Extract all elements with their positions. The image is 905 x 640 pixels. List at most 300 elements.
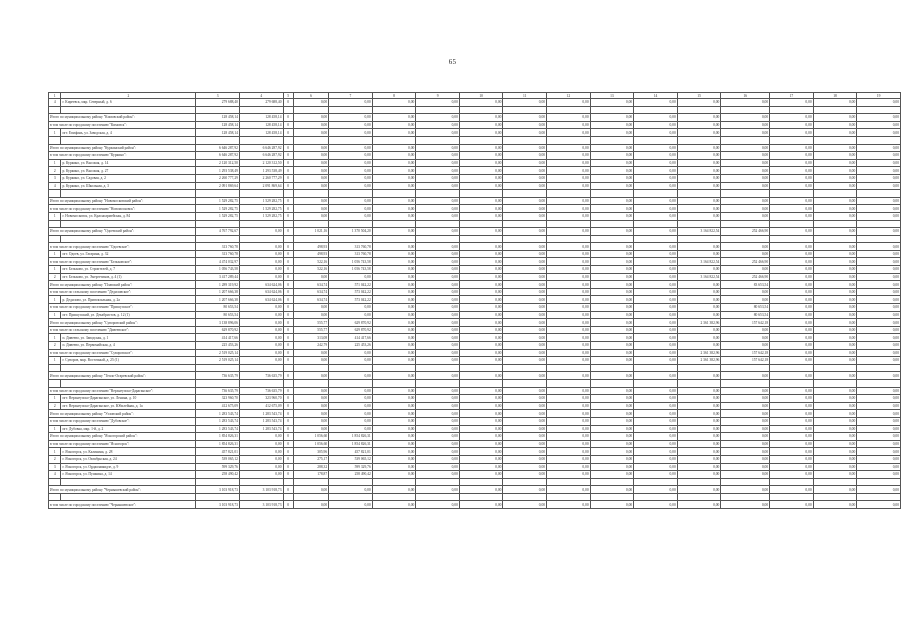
address-cell: пгт. Дубовка, мкр. 1-й, д. 2 bbox=[61, 425, 196, 433]
value-cell: 0,00 bbox=[547, 243, 591, 251]
value-cell: 0,00 bbox=[372, 372, 416, 380]
value-cell: 3 103 918,73 bbox=[196, 501, 240, 509]
value-cell: 0,00 bbox=[857, 433, 901, 441]
value-cell: 0,00 bbox=[721, 243, 770, 251]
value-cell: 0,00 bbox=[721, 486, 770, 494]
empty-cell bbox=[49, 190, 61, 198]
value-cell: 0,00 bbox=[547, 304, 591, 312]
value-cell: 0,00 bbox=[239, 471, 283, 479]
value-cell: 0,00 bbox=[813, 455, 857, 463]
value-cell: 0,00 bbox=[547, 425, 591, 433]
value-cell: 0,00 bbox=[547, 463, 591, 471]
value-cell: 0,00 bbox=[857, 463, 901, 471]
value-cell: 0 bbox=[283, 212, 293, 220]
value-cell: 522,16 bbox=[293, 258, 328, 266]
value-cell: 0,00 bbox=[503, 288, 547, 296]
value-cell: 0,00 bbox=[590, 288, 634, 296]
value-cell: 0,00 bbox=[590, 342, 634, 350]
value-cell: 0,00 bbox=[329, 417, 373, 425]
column-header: 3 bbox=[196, 93, 240, 99]
value-cell: 0,00 bbox=[813, 342, 857, 350]
house-row bbox=[49, 455, 901, 463]
address-cell: пгт. Одоев, ул. Гагарина, д. 32 bbox=[61, 250, 196, 258]
empty-cell bbox=[503, 478, 547, 486]
value-cell: 0,00 bbox=[721, 455, 770, 463]
value-cell: 0,00 bbox=[677, 440, 721, 448]
empty-cell bbox=[459, 478, 503, 486]
house-row bbox=[49, 129, 901, 137]
value-cell: 522,16 bbox=[293, 266, 328, 274]
empty-cell bbox=[770, 106, 814, 114]
value-cell: 0,00 bbox=[857, 281, 901, 289]
value-cell: 0,00 bbox=[634, 243, 678, 251]
value-cell: 0,00 bbox=[857, 357, 901, 365]
empty-cell bbox=[459, 379, 503, 387]
value-cell: 0,00 bbox=[770, 99, 814, 107]
value-cell: 0,00 bbox=[239, 243, 283, 251]
value-cell: 0,00 bbox=[547, 486, 591, 494]
value-cell: 1 056,60 bbox=[293, 433, 328, 441]
value-cell: 0,00 bbox=[547, 448, 591, 456]
empty-cell bbox=[293, 379, 328, 387]
value-cell: 0,00 bbox=[721, 167, 770, 175]
value-cell: 279 688,40 bbox=[239, 99, 283, 107]
subtotal-label: Итого по муниципальному району "Куркинский район": bbox=[49, 144, 196, 152]
row-number: 2 bbox=[49, 342, 61, 350]
value-cell: 0,00 bbox=[634, 266, 678, 274]
value-cell: 457 821,01 bbox=[329, 448, 373, 456]
value-cell: 0,00 bbox=[677, 182, 721, 190]
value-cell: 0,00 bbox=[329, 410, 373, 418]
value-cell: 0,00 bbox=[459, 228, 503, 236]
value-cell: 0,00 bbox=[590, 448, 634, 456]
value-cell: 0,00 bbox=[372, 266, 416, 274]
value-cell: 2 361 382,96 bbox=[677, 357, 721, 365]
subtotal-label: в том числе по городскому поселению "Ясногорск": bbox=[49, 440, 196, 448]
empty-cell bbox=[49, 220, 61, 228]
value-cell: 0,00 bbox=[857, 342, 901, 350]
value-cell: 0,00 bbox=[857, 266, 901, 274]
value-cell: 0,00 bbox=[293, 273, 328, 281]
subtotal-row bbox=[49, 228, 901, 236]
value-cell: 0,00 bbox=[503, 114, 547, 122]
value-cell: 0,00 bbox=[590, 266, 634, 274]
value-cell: 2 260 777,29 bbox=[239, 174, 283, 182]
value-cell: 0,00 bbox=[813, 159, 857, 167]
value-cell: 3 417 289,44 bbox=[196, 273, 240, 281]
value-cell: 2 091 869,64 bbox=[196, 182, 240, 190]
value-cell: 0,00 bbox=[239, 228, 283, 236]
value-cell: 0,00 bbox=[590, 296, 634, 304]
value-cell: 1 207 666,38 bbox=[196, 296, 240, 304]
value-cell: 0 bbox=[283, 273, 293, 281]
empty-cell bbox=[677, 478, 721, 486]
value-cell: 252 466,90 bbox=[721, 258, 770, 266]
value-cell: 0,00 bbox=[634, 417, 678, 425]
value-cell: 0,00 bbox=[372, 144, 416, 152]
value-cell: 0,00 bbox=[590, 357, 634, 365]
value-cell: 0,00 bbox=[677, 471, 721, 479]
empty-cell bbox=[721, 190, 770, 198]
value-cell: 0,00 bbox=[813, 417, 857, 425]
value-cell: 0 bbox=[283, 501, 293, 509]
empty-cell bbox=[293, 220, 328, 228]
value-cell: 0,00 bbox=[813, 471, 857, 479]
value-cell: 323 960,70 bbox=[196, 395, 240, 403]
value-cell: 0,00 bbox=[813, 152, 857, 160]
value-cell: 0,00 bbox=[503, 319, 547, 327]
value-cell: 0,00 bbox=[329, 304, 373, 312]
value-cell: 0,00 bbox=[721, 144, 770, 152]
subtotal-row bbox=[49, 387, 901, 395]
value-cell: 0,00 bbox=[677, 152, 721, 160]
subtotal-label: Итого по муниципальному району "Плавский район": bbox=[49, 281, 196, 289]
value-cell: 0,00 bbox=[329, 273, 373, 281]
value-cell: 1 854 826,31 bbox=[196, 440, 240, 448]
subtotal-row bbox=[49, 121, 901, 129]
value-cell: 634,74 bbox=[293, 296, 328, 304]
value-cell: 0,00 bbox=[416, 319, 460, 327]
value-cell: 0,00 bbox=[770, 311, 814, 319]
value-cell: 128 458,14 bbox=[196, 114, 240, 122]
value-cell: 0,00 bbox=[293, 197, 328, 205]
value-cell: 0,00 bbox=[677, 243, 721, 251]
value-cell: 0,00 bbox=[590, 167, 634, 175]
empty-cell bbox=[196, 190, 240, 198]
table-body bbox=[49, 93, 901, 509]
value-cell: 0,00 bbox=[416, 152, 460, 160]
empty-cell bbox=[770, 190, 814, 198]
value-cell: 0,00 bbox=[329, 144, 373, 152]
empty-cell bbox=[329, 364, 373, 372]
value-cell: 0,00 bbox=[503, 273, 547, 281]
value-cell: 1 056,60 bbox=[293, 440, 328, 448]
empty-cell bbox=[196, 220, 240, 228]
value-cell: 0,00 bbox=[634, 114, 678, 122]
empty-cell bbox=[239, 235, 283, 243]
value-cell: 0,00 bbox=[547, 174, 591, 182]
value-cell: 0,00 bbox=[503, 197, 547, 205]
value-cell: 0,00 bbox=[416, 357, 460, 365]
value-cell: 0,00 bbox=[503, 258, 547, 266]
subtotal-label: Итого по муниципальному району "Чернышевский район": bbox=[49, 486, 196, 494]
empty-cell bbox=[813, 106, 857, 114]
value-cell: 0,00 bbox=[677, 448, 721, 456]
page-number: 65 bbox=[448, 58, 457, 66]
value-cell: 0,00 bbox=[634, 319, 678, 327]
value-cell: 0,00 bbox=[547, 114, 591, 122]
value-cell: 0,00 bbox=[813, 326, 857, 334]
value-cell: 0,00 bbox=[813, 121, 857, 129]
value-cell: 0,00 bbox=[416, 129, 460, 137]
subtotal-label: Итого по муниципальному району "Суворовский район": bbox=[49, 319, 196, 327]
column-header: 17 bbox=[770, 93, 814, 99]
value-cell: 0,00 bbox=[372, 281, 416, 289]
value-cell: 0,00 bbox=[634, 281, 678, 289]
empty-cell bbox=[634, 106, 678, 114]
value-cell: 0,00 bbox=[416, 387, 460, 395]
value-cell: 6 646 287,92 bbox=[239, 152, 283, 160]
empty-cell bbox=[634, 478, 678, 486]
value-cell: 0,00 bbox=[634, 455, 678, 463]
value-cell: 0,00 bbox=[329, 121, 373, 129]
value-cell: 0,00 bbox=[239, 463, 283, 471]
empty-cell bbox=[416, 235, 460, 243]
address-cell: г. Киреевск, мкр. Северный, д. 6 bbox=[61, 99, 196, 107]
subtotal-row bbox=[49, 433, 901, 441]
value-cell: 0,00 bbox=[416, 167, 460, 175]
value-cell: 0,00 bbox=[547, 121, 591, 129]
value-cell: 0,00 bbox=[459, 387, 503, 395]
value-cell: 0,00 bbox=[547, 334, 591, 342]
empty-cell bbox=[590, 379, 634, 387]
subtotal-label: Итого по муниципальному району "Кимовский район": bbox=[49, 114, 196, 122]
value-cell: 0,00 bbox=[634, 129, 678, 137]
value-cell: 0,00 bbox=[677, 159, 721, 167]
value-cell: 0,00 bbox=[293, 311, 328, 319]
value-cell: 0,00 bbox=[677, 455, 721, 463]
empty-cell bbox=[196, 364, 240, 372]
empty-cell bbox=[329, 136, 373, 144]
value-cell: 0,00 bbox=[372, 296, 416, 304]
value-cell: 0,00 bbox=[813, 501, 857, 509]
value-cell: 0,00 bbox=[721, 197, 770, 205]
value-cell: 0,00 bbox=[634, 258, 678, 266]
empty-cell bbox=[459, 106, 503, 114]
value-cell: 0,00 bbox=[372, 455, 416, 463]
empty-cell bbox=[239, 106, 283, 114]
value-cell: 0,00 bbox=[590, 463, 634, 471]
row-number: 2 bbox=[49, 167, 61, 175]
address-cell: пгт. Верхнеупско-Дараганское, ул. Ленина, д. 10 bbox=[61, 395, 196, 403]
value-cell: 0,00 bbox=[677, 387, 721, 395]
value-cell: 0,00 bbox=[677, 402, 721, 410]
value-cell: 0 bbox=[283, 486, 293, 494]
spacer-row bbox=[49, 235, 901, 243]
value-cell: 0,00 bbox=[547, 402, 591, 410]
row-number: 1 bbox=[49, 250, 61, 258]
empty-cell bbox=[459, 493, 503, 501]
house-row bbox=[49, 212, 901, 220]
value-cell: 0,00 bbox=[416, 410, 460, 418]
empty-cell bbox=[416, 379, 460, 387]
value-cell: 252 466,90 bbox=[721, 273, 770, 281]
value-cell: 0,00 bbox=[416, 349, 460, 357]
empty-cell bbox=[416, 364, 460, 372]
empty-cell bbox=[770, 235, 814, 243]
value-cell: 0,00 bbox=[372, 410, 416, 418]
address-cell: р. Дедилово, ул. Привокзальная, д. 2а bbox=[61, 296, 196, 304]
empty-cell bbox=[721, 106, 770, 114]
value-cell: 0,00 bbox=[416, 144, 460, 152]
empty-cell bbox=[196, 136, 240, 144]
value-cell: 1 529 282,75 bbox=[196, 212, 240, 220]
value-cell: 0,00 bbox=[416, 417, 460, 425]
value-cell: 128 458,14 bbox=[196, 129, 240, 137]
value-cell: 0,00 bbox=[813, 395, 857, 403]
empty-cell bbox=[459, 136, 503, 144]
value-cell: 0,00 bbox=[416, 228, 460, 236]
address-cell: р. Куркино, ул. Высокая, д. 14 bbox=[61, 159, 196, 167]
value-cell: 0,00 bbox=[721, 182, 770, 190]
value-cell: 0,00 bbox=[721, 266, 770, 274]
value-cell: 0,00 bbox=[590, 212, 634, 220]
row-number: 4 bbox=[49, 471, 61, 479]
value-cell: 0,00 bbox=[239, 455, 283, 463]
value-cell: 313 760,78 bbox=[329, 243, 373, 251]
value-cell: 1 283 543,74 bbox=[239, 410, 283, 418]
value-cell: 0,00 bbox=[503, 417, 547, 425]
row-number: 1 bbox=[49, 311, 61, 319]
empty-cell bbox=[813, 220, 857, 228]
value-cell: 0,00 bbox=[857, 501, 901, 509]
value-cell: 128 458,14 bbox=[239, 121, 283, 129]
value-cell: 0,00 bbox=[503, 349, 547, 357]
value-cell: 0 bbox=[283, 152, 293, 160]
value-cell: 0,00 bbox=[813, 425, 857, 433]
value-cell: 0,00 bbox=[416, 425, 460, 433]
value-cell: 128 458,14 bbox=[239, 114, 283, 122]
value-cell: 0,00 bbox=[503, 326, 547, 334]
value-cell: 0,00 bbox=[857, 243, 901, 251]
value-cell: 0,00 bbox=[239, 326, 283, 334]
value-cell: 3 138 896,06 bbox=[196, 319, 240, 327]
empty-cell bbox=[372, 364, 416, 372]
empty-cell bbox=[49, 106, 61, 114]
value-cell: 0,00 bbox=[770, 455, 814, 463]
empty-cell bbox=[49, 364, 61, 372]
empty-cell bbox=[372, 235, 416, 243]
value-cell: 0,00 bbox=[329, 486, 373, 494]
value-cell: 0,00 bbox=[547, 144, 591, 152]
value-cell: 0,00 bbox=[459, 129, 503, 137]
value-cell: 0,00 bbox=[590, 471, 634, 479]
subtotal-label: в том числе по сельскому поселению "Дивеевское": bbox=[49, 326, 196, 334]
value-cell: 0,00 bbox=[239, 319, 283, 327]
value-cell: 0,00 bbox=[590, 410, 634, 418]
empty-cell bbox=[372, 379, 416, 387]
value-cell: 0 bbox=[283, 304, 293, 312]
value-cell: 275,17 bbox=[293, 455, 328, 463]
value-cell: 573 042,22 bbox=[329, 288, 373, 296]
value-cell: 0,00 bbox=[634, 326, 678, 334]
row-number: 1 bbox=[49, 357, 61, 365]
value-cell: 0,00 bbox=[813, 258, 857, 266]
value-cell: 6 646 287,92 bbox=[196, 144, 240, 152]
value-cell: 1 283 543,74 bbox=[196, 417, 240, 425]
value-cell: 0,00 bbox=[813, 387, 857, 395]
value-cell: 0,00 bbox=[239, 334, 283, 342]
column-header: 5 bbox=[283, 93, 293, 99]
value-cell: 0,00 bbox=[372, 334, 416, 342]
value-cell: 0,00 bbox=[329, 349, 373, 357]
value-cell: 0,00 bbox=[813, 296, 857, 304]
empty-cell bbox=[634, 235, 678, 243]
value-cell: 0,00 bbox=[634, 471, 678, 479]
value-cell: 571 042,22 bbox=[329, 281, 373, 289]
empty-cell bbox=[196, 235, 240, 243]
empty-cell bbox=[677, 364, 721, 372]
value-cell: 305,96 bbox=[293, 448, 328, 456]
value-cell: 0,00 bbox=[634, 463, 678, 471]
empty-cell bbox=[329, 493, 373, 501]
value-cell: 0,00 bbox=[770, 114, 814, 122]
empty-cell bbox=[283, 364, 293, 372]
value-cell: 0,00 bbox=[857, 311, 901, 319]
value-cell: 0,00 bbox=[459, 326, 503, 334]
value-cell: 0,00 bbox=[239, 266, 283, 274]
empty-cell bbox=[283, 379, 293, 387]
value-cell: 0,00 bbox=[634, 349, 678, 357]
value-cell: 0,00 bbox=[634, 296, 678, 304]
value-cell: 0 bbox=[283, 266, 293, 274]
value-cell: 0,00 bbox=[239, 349, 283, 357]
value-cell: 0,00 bbox=[372, 114, 416, 122]
value-cell: 1 283 543,74 bbox=[239, 417, 283, 425]
value-cell: 0,00 bbox=[857, 455, 901, 463]
value-cell: 0,00 bbox=[813, 288, 857, 296]
empty-cell bbox=[770, 379, 814, 387]
value-cell: 0,00 bbox=[770, 273, 814, 281]
value-cell: 0,00 bbox=[677, 174, 721, 182]
empty-cell bbox=[813, 493, 857, 501]
value-cell: 0,00 bbox=[721, 114, 770, 122]
empty-cell bbox=[857, 379, 901, 387]
subtotal-label: Итого по муниципальному району "Новомосковский район": bbox=[49, 197, 196, 205]
empty-cell bbox=[329, 379, 373, 387]
value-cell: 634,74 bbox=[293, 281, 328, 289]
value-cell: 414 417,66 bbox=[196, 334, 240, 342]
spacer-row bbox=[49, 190, 901, 198]
value-cell: 0,00 bbox=[677, 129, 721, 137]
value-cell: 0,00 bbox=[416, 266, 460, 274]
value-cell: 0,00 bbox=[372, 243, 416, 251]
value-cell: 0,00 bbox=[503, 121, 547, 129]
empty-cell bbox=[196, 379, 240, 387]
value-cell: 0,00 bbox=[677, 266, 721, 274]
value-cell: 0,00 bbox=[239, 357, 283, 365]
value-cell: 0,00 bbox=[329, 159, 373, 167]
address-cell: пгт. Бельково, ул. Строителей, д. 7 bbox=[61, 266, 196, 274]
value-cell: 0,00 bbox=[503, 357, 547, 365]
value-cell: 0,00 bbox=[416, 471, 460, 479]
empty-cell bbox=[239, 190, 283, 198]
empty-cell bbox=[770, 364, 814, 372]
row-number: 1 bbox=[49, 395, 61, 403]
row-number: 3 bbox=[49, 463, 61, 471]
value-cell: 0,00 bbox=[293, 152, 328, 160]
value-cell: 0,00 bbox=[857, 334, 901, 342]
value-cell: 0,00 bbox=[372, 121, 416, 129]
empty-cell bbox=[293, 190, 328, 198]
subtotal-row bbox=[49, 144, 901, 152]
empty-cell bbox=[61, 478, 196, 486]
empty-cell bbox=[416, 136, 460, 144]
value-cell: 0,00 bbox=[459, 121, 503, 129]
value-cell: 634,74 bbox=[293, 288, 328, 296]
value-cell: 0 bbox=[283, 440, 293, 448]
value-cell: 0,00 bbox=[813, 357, 857, 365]
value-cell: 0,00 bbox=[459, 448, 503, 456]
subtotal-row bbox=[49, 258, 901, 266]
empty-cell bbox=[49, 235, 61, 243]
value-cell: 0,00 bbox=[721, 440, 770, 448]
value-cell: 0,00 bbox=[770, 167, 814, 175]
value-cell: 0,00 bbox=[503, 129, 547, 137]
value-cell: 0,00 bbox=[857, 212, 901, 220]
column-header: 13 bbox=[590, 93, 634, 99]
value-cell: 0,00 bbox=[590, 372, 634, 380]
